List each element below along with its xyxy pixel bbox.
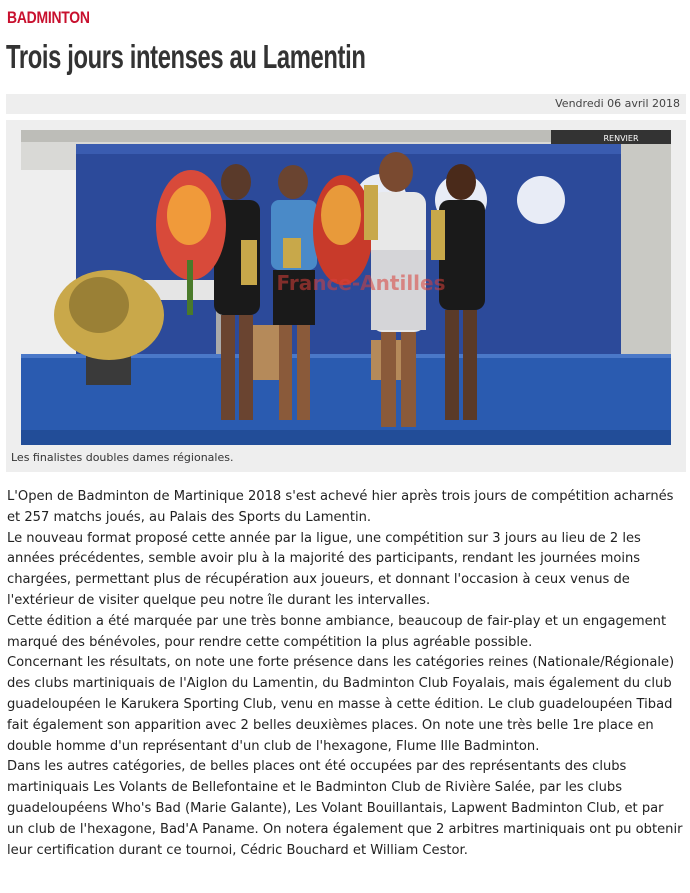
paragraph-4: Concernant les résultats, on note une forte présence dans les catégories reines (Nationale/Régionale) des clubs martiniquais de l'Aiglon du Lamentin, du Badminton Club Foyalais, mais également du club guadeloupéen le Karukera Sporting Club, venu en masse à cette édition. Le club guadeloupéen Tibad fait également son apparition avec 2 belles deuxièmes places. On note une très belle 1re place en double homme d'un représentant d'un club de l'hexagone, Flume Ille Badminton. <box>7 655 675 754</box>
photo-caption: Les finalistes doubles dames régionales. <box>11 451 234 464</box>
date-bar <box>6 94 686 114</box>
photo-banner-text: RENVIER <box>603 134 639 143</box>
photo-watermark: France-Antilles <box>276 271 446 295</box>
photo-frame <box>6 120 686 472</box>
paragraph-5: Dans les autres catégories, de belles places ont été occupées par des représentants des clubs martiniquais Les Volants de Bellefontaine et le Badminton Club de Rivière Salée, par les clubs guadeloupéens Who's Bad (Marie Galante), Les Volant Bouillantais, Lapwent Badminton Club, et par un club de l'hexagone, Bad'A Paname. On notera également que 2 arbitres martiniquais ont pu obtenir leur certification durant ce tournoi, Cédric Bouchard et William Cestor. <box>7 759 683 858</box>
article-date: Vendredi 06 avril 2018 <box>555 97 680 110</box>
paragraph-3: Cette édition a été marquée par une très bonne ambiance, beaucoup de fair-play et un engagement marqué des bénévoles, pour rendre cette compétition la plus agréable possible. <box>7 613 667 650</box>
section-category[interactable]: BADMINTON <box>7 8 90 27</box>
photo-illustration <box>21 130 671 445</box>
article-photo[interactable] <box>21 130 671 445</box>
article-body <box>7 487 683 861</box>
paragraph-2: Le nouveau format proposé cette année par la ligue, une compétition sur 3 jours au lieu de 2 les années précédentes, semble avoir plu à la majorité des participants, rendant les journées moins chargées, permettant plus de récupération aux joueurs, et donnant l'occasion à ceux venus de l'extérieur de visiter quelque peu notre île durant les intervalles. <box>7 530 641 608</box>
paragraph-1: L'Open de Badminton de Martinique 2018 s'est achevé hier après trois jours de compétition acharnés et 257 matchs joués, au Palais des Sports du Lamentin. <box>7 489 674 525</box>
article-title: Trois jours intenses au Lamentin <box>6 38 366 75</box>
